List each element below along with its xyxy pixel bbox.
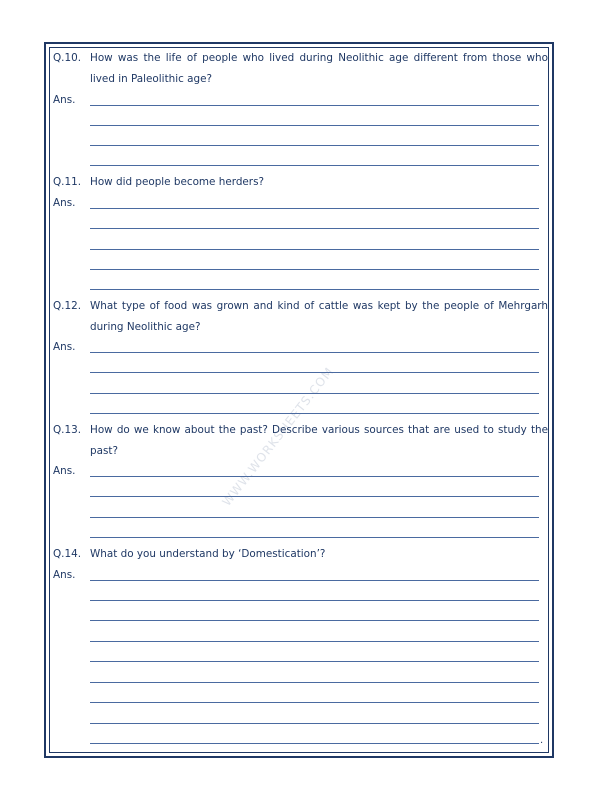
answer-line[interactable] <box>90 145 539 146</box>
question-text: How did people become herders? <box>90 176 265 188</box>
answer-label: Ans. <box>53 197 76 209</box>
answer-line[interactable] <box>90 517 539 518</box>
answer-line[interactable] <box>90 702 539 703</box>
answer-line[interactable] <box>90 125 539 126</box>
answer-line[interactable] <box>90 105 539 106</box>
answer-label: Ans. <box>53 94 76 106</box>
question-text: How was the life of people who lived during Neolithic age different from those who lived in Paleolithic age? <box>90 52 548 85</box>
answer-line[interactable] <box>90 228 539 229</box>
answer-line[interactable] <box>90 393 539 394</box>
answer-line[interactable] <box>90 496 539 497</box>
answer-line[interactable] <box>90 476 539 477</box>
answer-line[interactable] <box>90 289 539 290</box>
answer-line[interactable] <box>90 580 539 581</box>
answer-line[interactable] <box>90 620 539 621</box>
question-number: Q.11. <box>53 176 82 188</box>
answer-line[interactable] <box>90 249 539 250</box>
question-text: How do we know about the past? Describe various sources that are used to study the past? <box>90 424 548 457</box>
answer-label: Ans. <box>53 341 76 353</box>
question-text: What do you understand by ‘Domestication’? <box>90 548 326 560</box>
answer-line[interactable] <box>90 723 539 724</box>
answer-label: Ans. <box>53 569 76 581</box>
answer-line[interactable] <box>90 413 539 414</box>
question-text: What type of food was grown and kind of cattle was kept by the people of Mehrgarh during Neolithic age? <box>90 300 548 333</box>
answer-line[interactable] <box>90 743 539 744</box>
answer-line[interactable] <box>90 208 539 209</box>
answer-line[interactable] <box>90 600 539 601</box>
question-number: Q.12. <box>53 300 82 312</box>
question-number: Q.10. <box>53 52 82 64</box>
answer-line[interactable] <box>90 269 539 270</box>
answer-line[interactable] <box>90 537 539 538</box>
answer-line[interactable] <box>90 352 539 353</box>
watermark: WWW.WORKSHEETS.COM <box>219 364 337 509</box>
question-number: Q.14. <box>53 548 82 560</box>
answer-line[interactable] <box>90 641 539 642</box>
answer-line[interactable] <box>90 165 539 166</box>
answer-line[interactable] <box>90 682 539 683</box>
answer-label: Ans. <box>53 465 76 477</box>
end-mark: . <box>540 735 544 746</box>
answer-line[interactable] <box>90 372 539 373</box>
answer-line[interactable] <box>90 661 539 662</box>
question-number: Q.13. <box>53 424 82 436</box>
